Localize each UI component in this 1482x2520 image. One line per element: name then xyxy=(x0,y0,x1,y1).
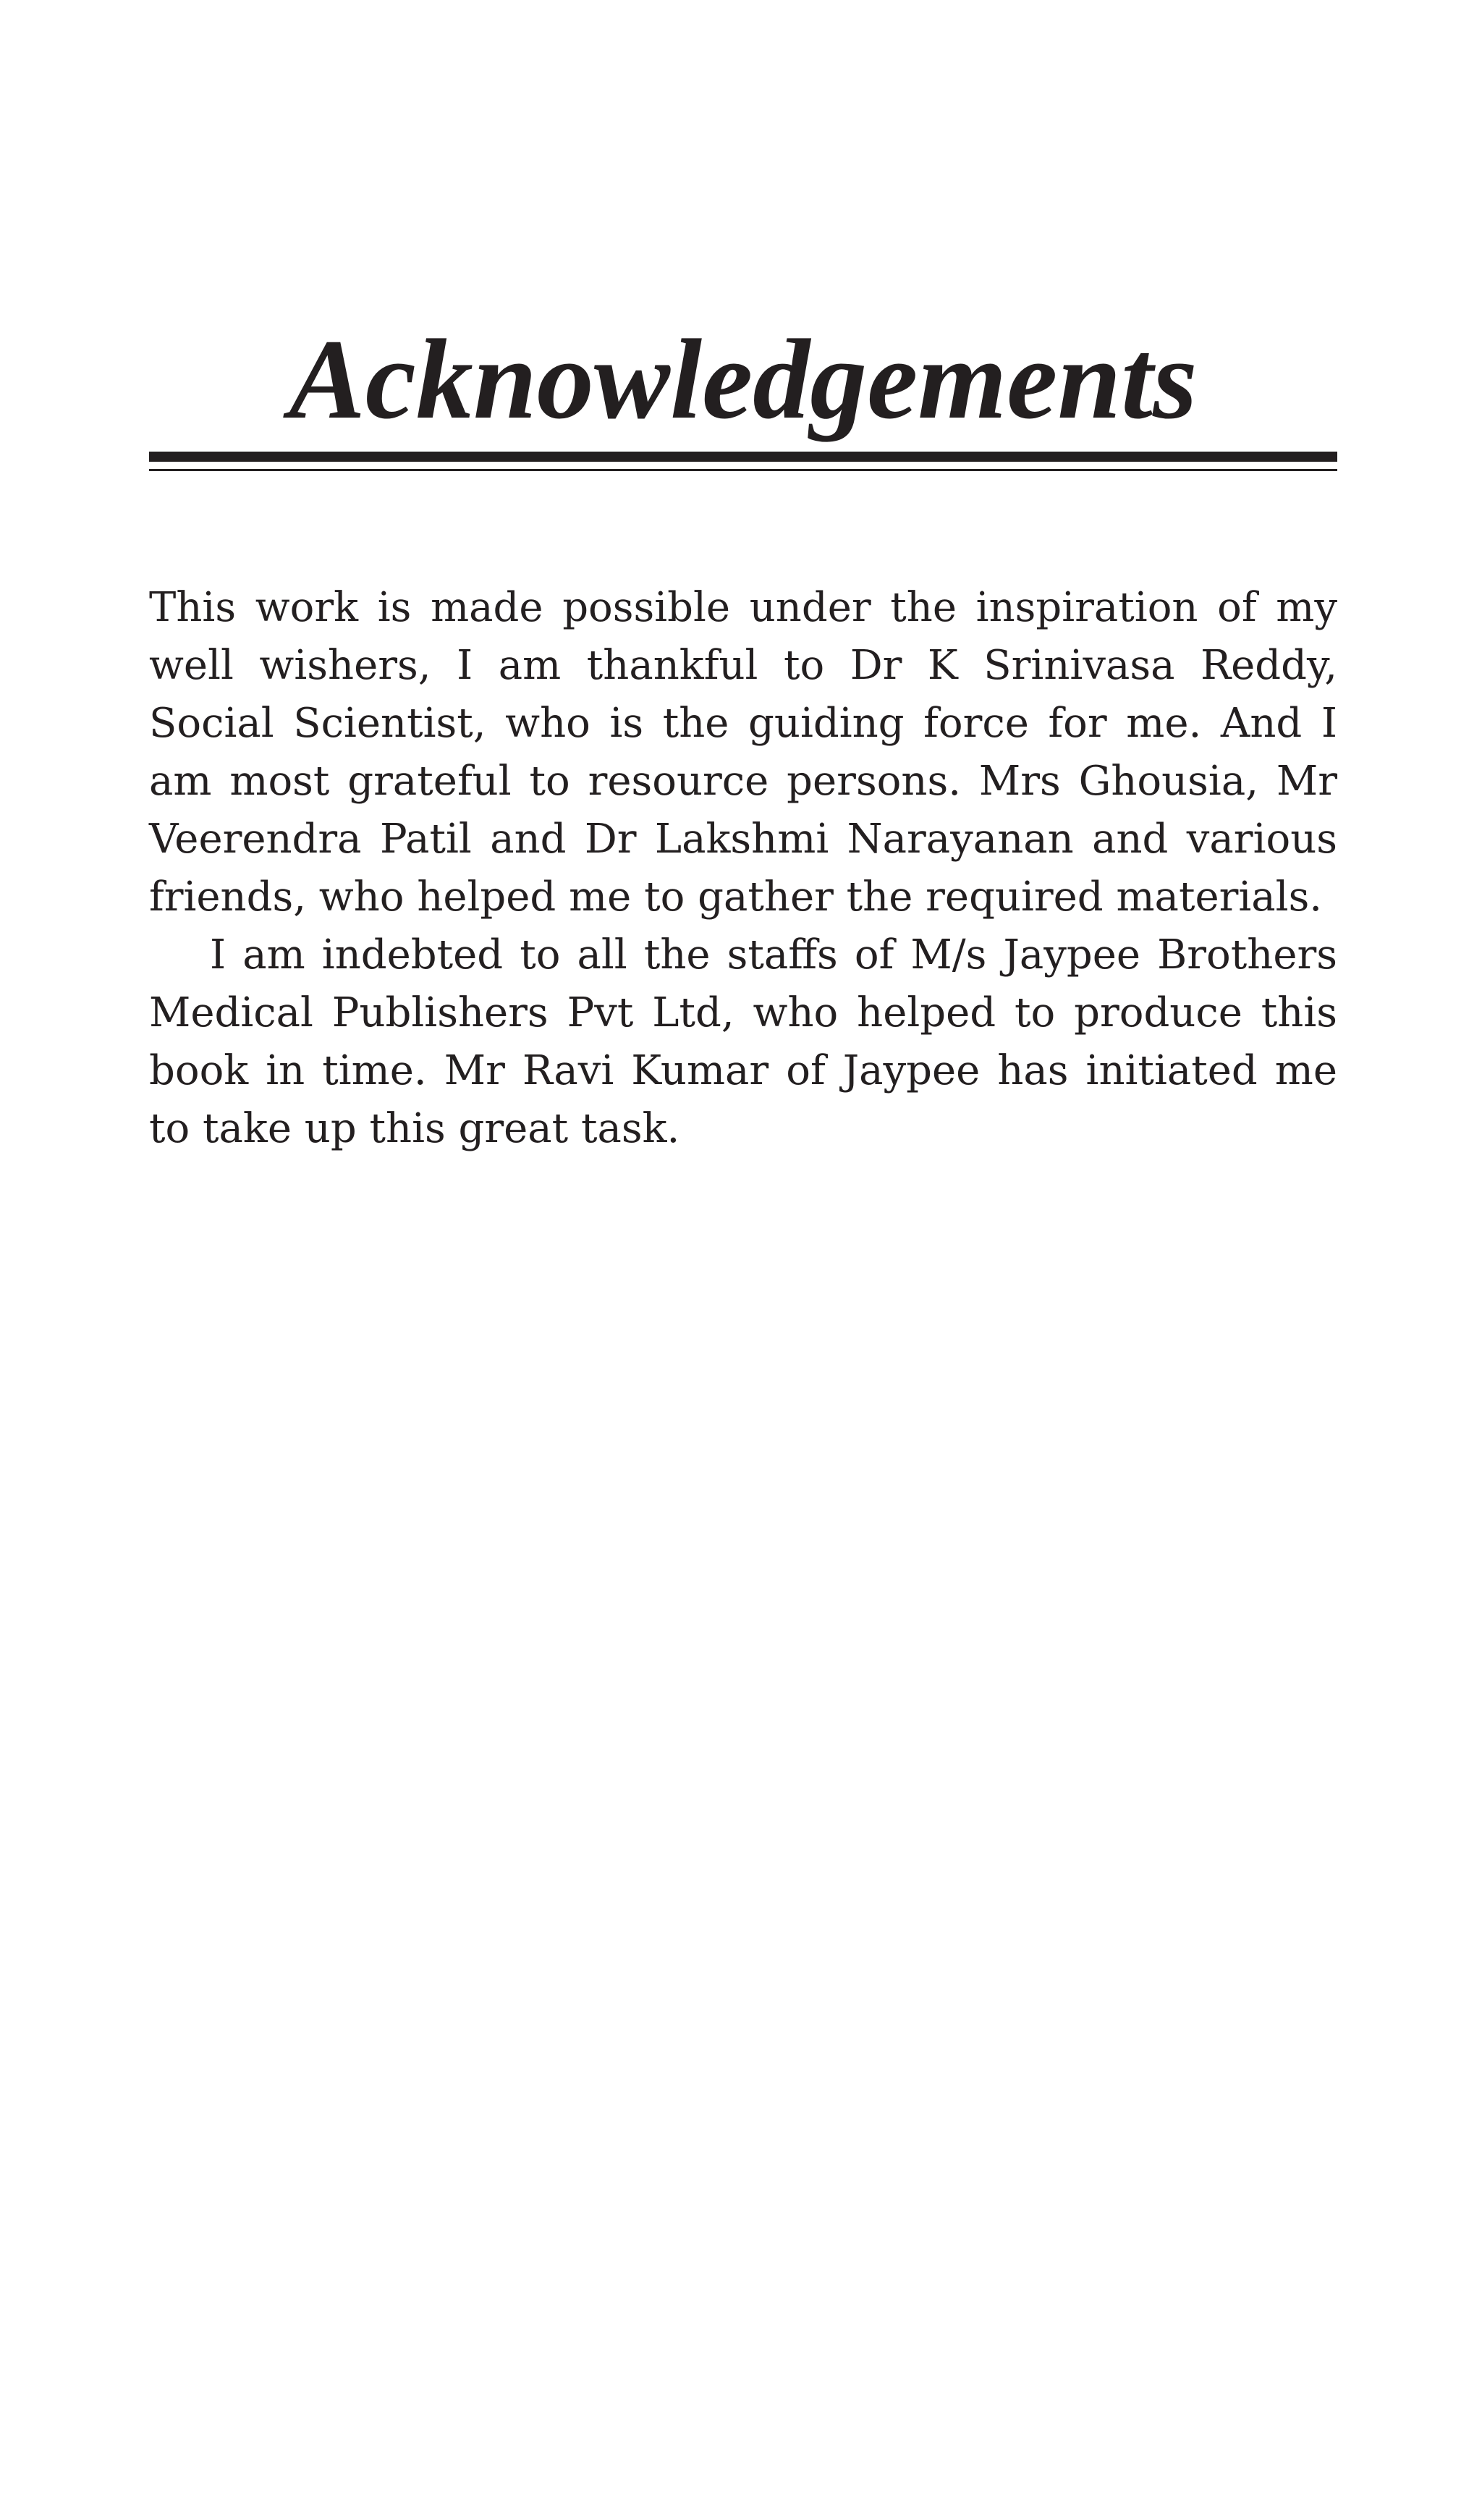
page-heading: Acknowledgements xyxy=(289,316,1198,443)
paragraph-1: This work is made possible under the inspiration of my well wishers, I am thankful to Dr K Srinivasa Reddy, Social Scientist, who is the guiding force for me. And I am most grateful to resource persons. Mrs Ghousia, Mr Veerendra Patil and Dr Lakshmi Narayanan and various friends, who helped me to gather the required materials. xyxy=(149,584,1337,921)
acknowledgements-body xyxy=(149,579,1337,1158)
paragraph-2: I am indebted to all the staffs of M/s Jaypee Brothers Medical Publishers Pvt Ltd, who helped to produce this book in time. Mr Ravi Kumar of Jaypee has initiated me to take up this great task. xyxy=(149,931,1337,1152)
heading-rule-thick xyxy=(149,452,1337,462)
heading-rule-thin xyxy=(149,469,1337,471)
